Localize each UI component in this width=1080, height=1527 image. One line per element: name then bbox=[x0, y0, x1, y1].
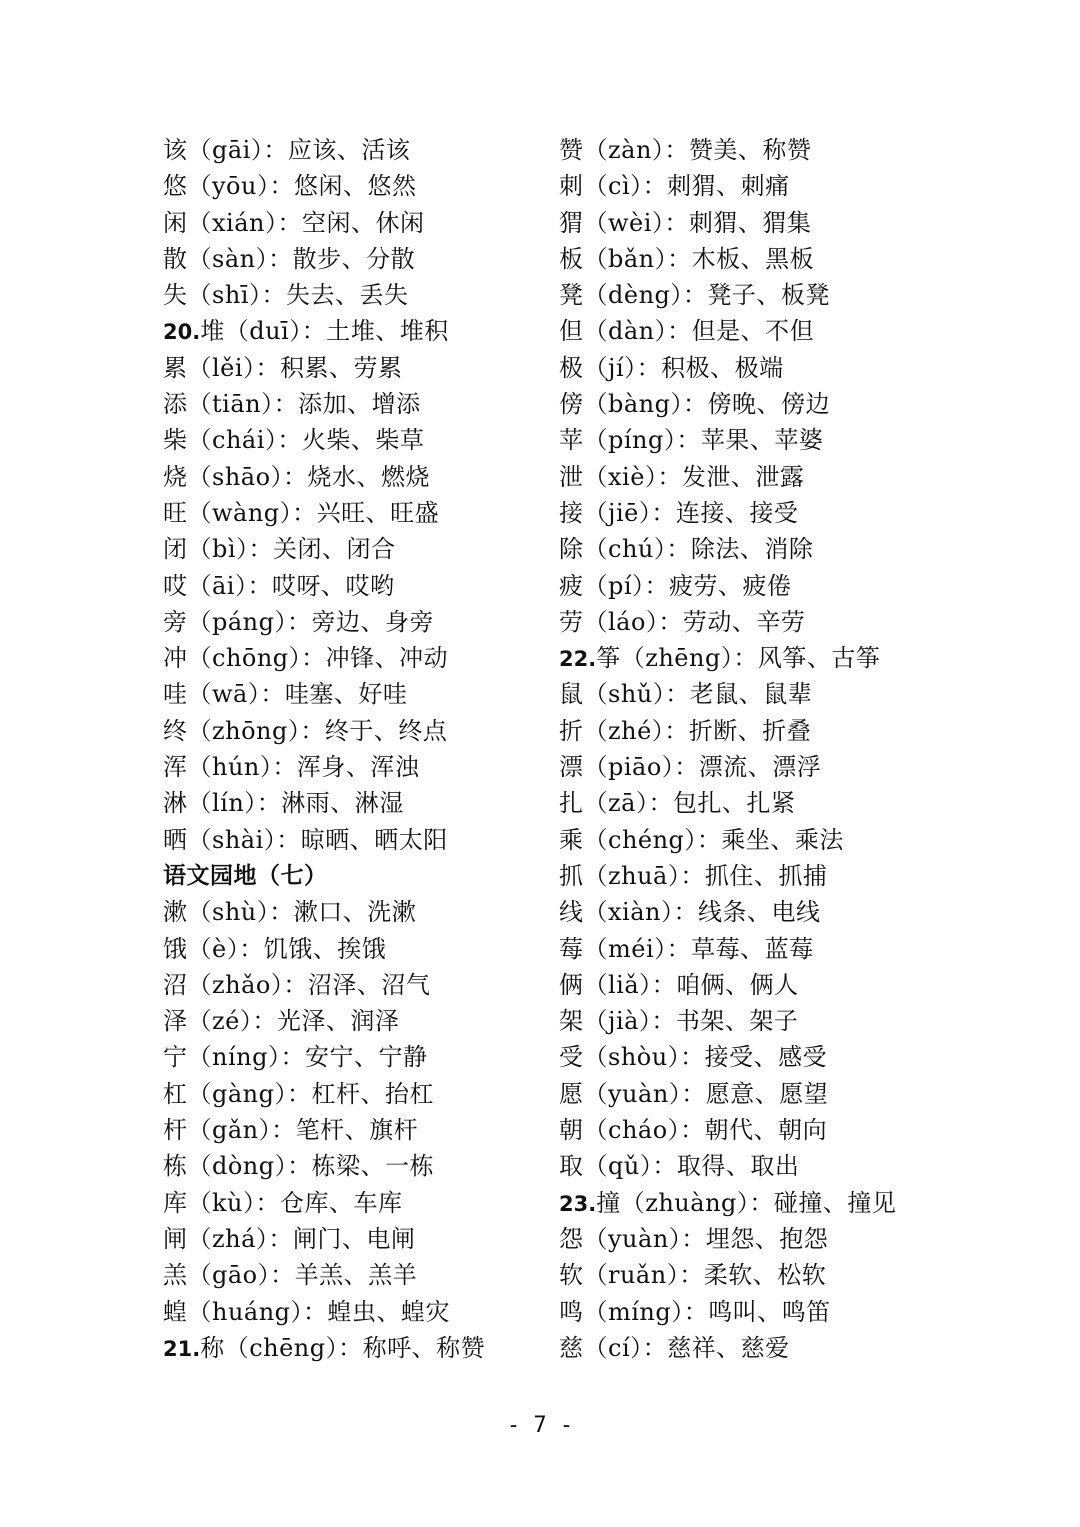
vocab-entry bbox=[559, 894, 959, 930]
vocab-entry bbox=[559, 459, 959, 495]
vocab-entry-text: 杠（gàng）：杠杆、抬杠 bbox=[163, 1079, 434, 1108]
vocab-entry-text: 库（kù）：仓库、车库 bbox=[163, 1188, 403, 1217]
vocab-entry-text: 但（dàn）：但是、不但 bbox=[559, 317, 815, 346]
section-heading bbox=[163, 858, 543, 894]
vocab-entry bbox=[559, 1076, 959, 1112]
vocab-entry bbox=[559, 1221, 959, 1257]
vocab-entry-text: 愿（yuàn）：愿意、愿望 bbox=[559, 1079, 829, 1108]
vocab-entry bbox=[163, 313, 543, 349]
vocab-entry bbox=[163, 495, 543, 531]
vocab-entry bbox=[163, 568, 543, 604]
vocab-entry bbox=[163, 640, 543, 676]
vocab-entry bbox=[559, 205, 959, 241]
vocab-entry-text: 鸣（míng）：鸣叫、鸣笛 bbox=[559, 1297, 831, 1326]
vocab-entry-text: 失（shī）：失去、丢失 bbox=[163, 281, 409, 310]
vocab-entry-text: 晒（shài）：晾晒、晒太阳 bbox=[163, 825, 448, 854]
vocab-entry bbox=[559, 495, 959, 531]
vocab-entry-text: 哎（āi）：哎呀、哎哟 bbox=[163, 571, 395, 600]
vocab-entry-text: 折（zhé）：折断、折叠 bbox=[559, 716, 812, 745]
vocab-entry bbox=[559, 168, 959, 204]
vocab-entry-text: 劳（láo）：劳动、辛劳 bbox=[559, 607, 806, 636]
vocab-entry-text: 接（jiē）：连接、接受 bbox=[559, 498, 799, 527]
vocab-entry bbox=[559, 277, 959, 313]
vocab-entry-text: 终（zhōng）：终于、终点 bbox=[163, 716, 448, 745]
vocab-entry bbox=[559, 531, 959, 567]
vocab-entry bbox=[163, 277, 543, 313]
lesson-number: 23. bbox=[559, 1191, 597, 1216]
vocab-entry-text: 泽（zé）：光泽、润泽 bbox=[163, 1007, 400, 1036]
vocab-entry-text: 泄（xiè）：发泄、泄露 bbox=[559, 462, 805, 491]
vocab-entry-text: 堆（duī）：土堆、堆积 bbox=[200, 317, 449, 346]
vocab-entry bbox=[163, 604, 543, 640]
vocab-entry-text: 除（chú）：除法、消除 bbox=[559, 535, 814, 564]
vocab-entry bbox=[163, 1294, 543, 1330]
vocab-entry bbox=[163, 459, 543, 495]
vocab-entry-text: 扎（zā）：包扎、扎紧 bbox=[559, 789, 796, 818]
vocab-entry bbox=[163, 676, 543, 712]
vocab-entry-text: 朝（cháo）：朝代、朝向 bbox=[559, 1116, 828, 1145]
vocab-entry-text: 线（xiàn）：线条、电线 bbox=[559, 898, 821, 927]
vocab-entry-text: 俩（liǎ）：咱俩、俩人 bbox=[559, 970, 799, 999]
vocab-entry bbox=[163, 132, 543, 168]
vocab-entry bbox=[163, 713, 543, 749]
vocab-entry-text: 怨（yuàn）：埋怨、抱怨 bbox=[559, 1224, 829, 1253]
vocab-entry-text: 淋（lín）：淋雨、淋湿 bbox=[163, 789, 404, 818]
vocab-entry-text: 猬（wèi）：刺猬、猬集 bbox=[559, 208, 812, 237]
vocab-entry-text: 添（tiān）：添加、增添 bbox=[163, 390, 421, 419]
vocab-entry bbox=[163, 1003, 543, 1039]
vocab-entry bbox=[559, 568, 959, 604]
vocab-entry bbox=[559, 1148, 959, 1184]
vocab-entry-text: 悠（yōu）：悠闲、悠然 bbox=[163, 172, 417, 201]
vocab-entry bbox=[559, 713, 959, 749]
vocab-entry-text: 旁（páng）：旁边、身旁 bbox=[163, 607, 434, 636]
vocab-entry bbox=[163, 422, 543, 458]
vocab-entry bbox=[559, 604, 959, 640]
vocab-entry bbox=[559, 1112, 959, 1148]
vocab-entry bbox=[163, 785, 543, 821]
vocab-entry-text: 软（ruǎn）：柔软、松软 bbox=[559, 1261, 827, 1290]
vocab-entry-text: 称（chēng）：称呼、称赞 bbox=[200, 1333, 486, 1362]
vocab-entry bbox=[163, 931, 543, 967]
vocab-entry-text: 哇（wā）：哇塞、好哇 bbox=[163, 680, 408, 709]
vocab-entry-text: 刺（cì）：刺猬、刺痛 bbox=[559, 172, 790, 201]
vocab-entry bbox=[559, 822, 959, 858]
vocab-entry bbox=[559, 858, 959, 894]
vocab-entry-text: 凳（dèng）：凳子、板凳 bbox=[559, 281, 830, 310]
vocab-entry-text: 取（qǔ）：取得、取出 bbox=[559, 1152, 800, 1181]
vocab-entry bbox=[559, 1185, 959, 1221]
vocab-entry-text: 散（sàn）：散步、分散 bbox=[163, 244, 416, 273]
section-heading-text: 语文园地（七） bbox=[163, 862, 328, 889]
vocab-entry bbox=[559, 931, 959, 967]
vocab-entry bbox=[163, 967, 543, 1003]
vocab-entry bbox=[559, 132, 959, 168]
vocab-entry bbox=[163, 894, 543, 930]
vocab-entry-text: 闲（xián）：空闲、休闲 bbox=[163, 208, 425, 237]
vocab-entry bbox=[163, 1112, 543, 1148]
vocab-entry-text: 浑（hún）：浑身、浑浊 bbox=[163, 753, 420, 782]
vocab-entry-text: 闭（bì）：关闭、闭合 bbox=[163, 535, 396, 564]
vocab-entry bbox=[559, 1257, 959, 1293]
vocab-entry-text: 慈（cí）：慈祥、慈爱 bbox=[559, 1333, 790, 1362]
vocab-entry bbox=[163, 1221, 543, 1257]
vocab-entry bbox=[559, 1330, 959, 1366]
vocab-entry bbox=[559, 386, 959, 422]
vocab-entry bbox=[163, 531, 543, 567]
vocab-entry-text: 疲（pí）：疲劳、疲倦 bbox=[559, 571, 792, 600]
vocab-entry-text: 受（shòu）：接受、感受 bbox=[559, 1043, 828, 1072]
vocab-entry-text: 沼（zhǎo）：沼泽、沼气 bbox=[163, 970, 431, 999]
vocab-entry bbox=[163, 1185, 543, 1221]
vocab-entry-text: 羔（gāo）：羊羔、羔羊 bbox=[163, 1261, 418, 1290]
vocab-entry bbox=[559, 350, 959, 386]
vocab-entry bbox=[559, 640, 959, 676]
vocab-entry bbox=[163, 1330, 543, 1366]
vocab-entry-text: 杆（gǎn）：笔杆、旗杆 bbox=[163, 1116, 419, 1145]
vocab-entry-text: 筝（zhēng）：风筝、古筝 bbox=[596, 644, 881, 673]
vocab-entry bbox=[559, 749, 959, 785]
vocab-entry bbox=[163, 168, 543, 204]
vocab-entry bbox=[163, 1148, 543, 1184]
vocab-entry bbox=[163, 350, 543, 386]
vocab-entry-text: 蝗（huáng）：蝗虫、蝗灾 bbox=[163, 1297, 451, 1326]
vocab-entry-text: 鼠（shǔ）：老鼠、鼠辈 bbox=[559, 680, 813, 709]
vocab-entry-text: 闸（zhá）：闸门、电闸 bbox=[163, 1224, 416, 1253]
vocab-entry bbox=[163, 1039, 543, 1075]
vocab-entry-text: 撞（zhuàng）：碰撞、撞见 bbox=[596, 1188, 897, 1217]
vocab-entry-text: 乘（chéng）：乘坐、乘法 bbox=[559, 825, 844, 854]
vocab-entry-text: 傍（bàng）：傍晚、傍边 bbox=[559, 390, 830, 419]
right-column bbox=[559, 132, 959, 1366]
vocab-entry bbox=[163, 386, 543, 422]
vocab-entry bbox=[559, 1294, 959, 1330]
vocab-entry bbox=[163, 205, 543, 241]
vocab-entry bbox=[163, 1257, 543, 1293]
vocab-entry-text: 抓（zhuā）：抓住、抓捕 bbox=[559, 861, 828, 890]
lesson-number: 21. bbox=[163, 1336, 201, 1361]
vocab-entry-text: 漂（piāo）：漂流、漂浮 bbox=[559, 753, 822, 782]
vocab-entry-text: 宁（níng）：安宁、宁静 bbox=[163, 1043, 428, 1072]
vocab-entry bbox=[163, 1076, 543, 1112]
vocab-entry-text: 极（jí）：积极、极端 bbox=[559, 353, 784, 382]
vocab-entry-text: 赞（zàn）：赞美、称赞 bbox=[559, 136, 812, 164]
vocab-entry-text: 旺（wàng）：兴旺、旺盛 bbox=[163, 498, 440, 527]
page-number: - 7 - bbox=[506, 1413, 574, 1438]
vocab-entry bbox=[559, 313, 959, 349]
vocab-entry-text: 冲（chōng）：冲锋、冲动 bbox=[163, 644, 449, 673]
vocab-entry bbox=[559, 1003, 959, 1039]
vocab-entry bbox=[163, 749, 543, 785]
vocab-entry-text: 累（lěi）：积累、劳累 bbox=[163, 353, 403, 382]
vocab-entry-text: 该（gāi）：应该、活该 bbox=[163, 136, 411, 164]
vocab-entry-text: 架（jià）：书架、架子 bbox=[559, 1007, 799, 1036]
vocab-entry bbox=[559, 422, 959, 458]
vocab-entry bbox=[559, 967, 959, 1003]
vocab-entry-text: 饿（è）：饥饿、挨饿 bbox=[163, 934, 387, 963]
vocab-entry-text: 莓（méi）：草莓、蓝莓 bbox=[559, 934, 814, 963]
vocab-entry-text: 栋（dòng）：栋梁、一栋 bbox=[163, 1152, 435, 1181]
vocab-entry bbox=[559, 241, 959, 277]
vocab-entry-text: 板（bǎn）：木板、黑板 bbox=[559, 244, 815, 273]
vocab-entry bbox=[163, 822, 543, 858]
vocab-entry bbox=[559, 785, 959, 821]
lesson-number: 22. bbox=[559, 647, 597, 672]
vocab-entry bbox=[559, 1039, 959, 1075]
lesson-number: 20. bbox=[163, 320, 201, 345]
vocab-entry-text: 烧（shāo）：烧水、燃烧 bbox=[163, 462, 431, 491]
vocab-entry bbox=[163, 241, 543, 277]
vocab-entry-text: 苹（píng）：苹果、苹婆 bbox=[559, 426, 824, 455]
vocab-entry-text: 漱（shù）：漱口、洗漱 bbox=[163, 898, 417, 927]
vocab-entry bbox=[559, 676, 959, 712]
left-column bbox=[163, 132, 543, 1366]
vocab-entry-text: 柴（chái）：火柴、柴草 bbox=[163, 426, 425, 455]
